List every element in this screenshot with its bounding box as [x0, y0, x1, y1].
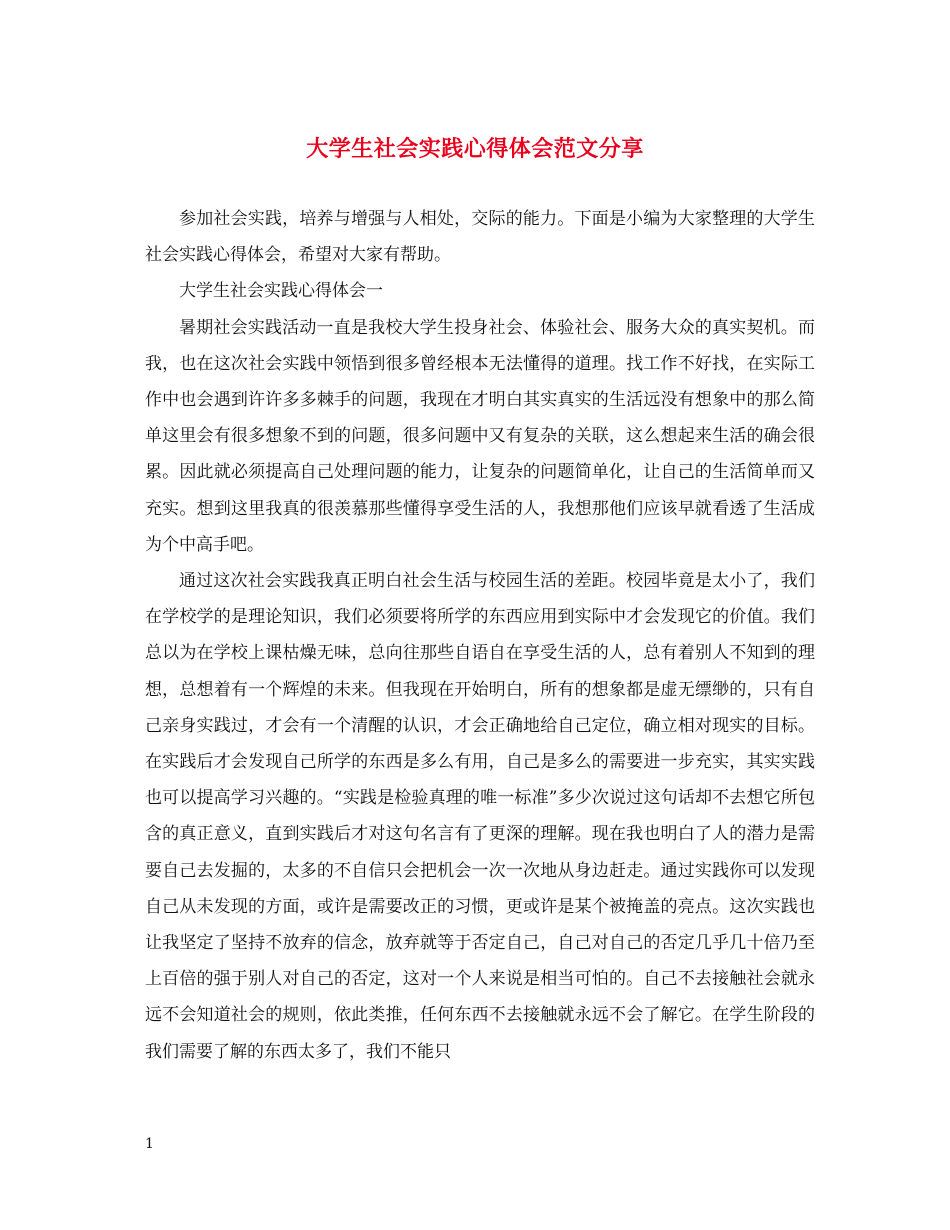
document-title: 大学生社会实践心得体会范文分享 [306, 136, 644, 162]
body-paragraph-1: 暑期社会实践活动一直是我校大学生投身社会、体验社会、服务大众的真实契机。而我，也在这次社会实践中领悟到很多曾经根本无法懂得的道理。找工作不好找，在实际工作中也会遇到许许多多棘手的问题，我现在才明白其实真实的生活远没有想象中的那么简单这里会有很多想象不到的问题，很多问题中又有复杂的关联，这么想起来生活的确会很累。因此就必须提高自己处理问题的能力，让复杂的问题简单化，让自己的生活简单而又充实。想到这里我真的很羡慕那些懂得享受生活的人，我想那他们应该早就看透了生活成为个中高手吧。 [145, 317, 815, 555]
intro-paragraph: 参加社会实践，培养与增强与人相处，交际的能力。下面是小编为大家整理的大学生社会实践心得体会，希望对大家有帮助。 [145, 209, 815, 266]
section-heading: 大学生社会实践心得体会一 [179, 281, 383, 302]
body-paragraph-2: 通过这次社会实践我真正明白社会生活与校园生活的差距。校园毕竟是太小了，我们在学校学的是理论知识，我们必须要将所学的东西应用到实际中才会发现它的价值。我们总以为在学校上课枯燥无味，总向往那些自语自在享受生活的人，总有着别人不知到的理想，总想着有一个辉煌的未来。但我现在开始明白，所有的想象都是虚无缥缈的，只有自己亲身实践过，才会有一个清醒的认识，才会正确地给自己定位，确立相对现实的目标。在实践后才会发现自己所学的东西是多么有用，自己是多么的需要进一步充实，其实实践也可以提高学习兴趣的。“实践是检验真理的唯一标准”多少次说过这句话却不去想它所包含的真正意义，直到实践后才对这句名言有了更深的理解。现在我也明白了人的潜力是需要自己去发掘的，太多的不自信只会把机会一次一次地从身边赶走。通过实践你可以发现自己从未发现的方面，或许是需要改正的习惯，更或许是某个被掩盖的亮点。这次实践也让我坚定了坚持不放弃的信念，放弃就等于否定自己，自己对自己的否定几乎几十倍乃至上百倍的强于别人对自己的否定，这对一个人来说是相当可怕的。自己不去接触社会就永远不会知道社会的规则，依此类推，任何东西不去接触就永远不会了解它。在学生阶段的我们需要了解的东西太多了，我们不能只 [145, 571, 815, 1062]
page-number: 1 [145, 1136, 154, 1152]
document-body [145, 201, 815, 1070]
